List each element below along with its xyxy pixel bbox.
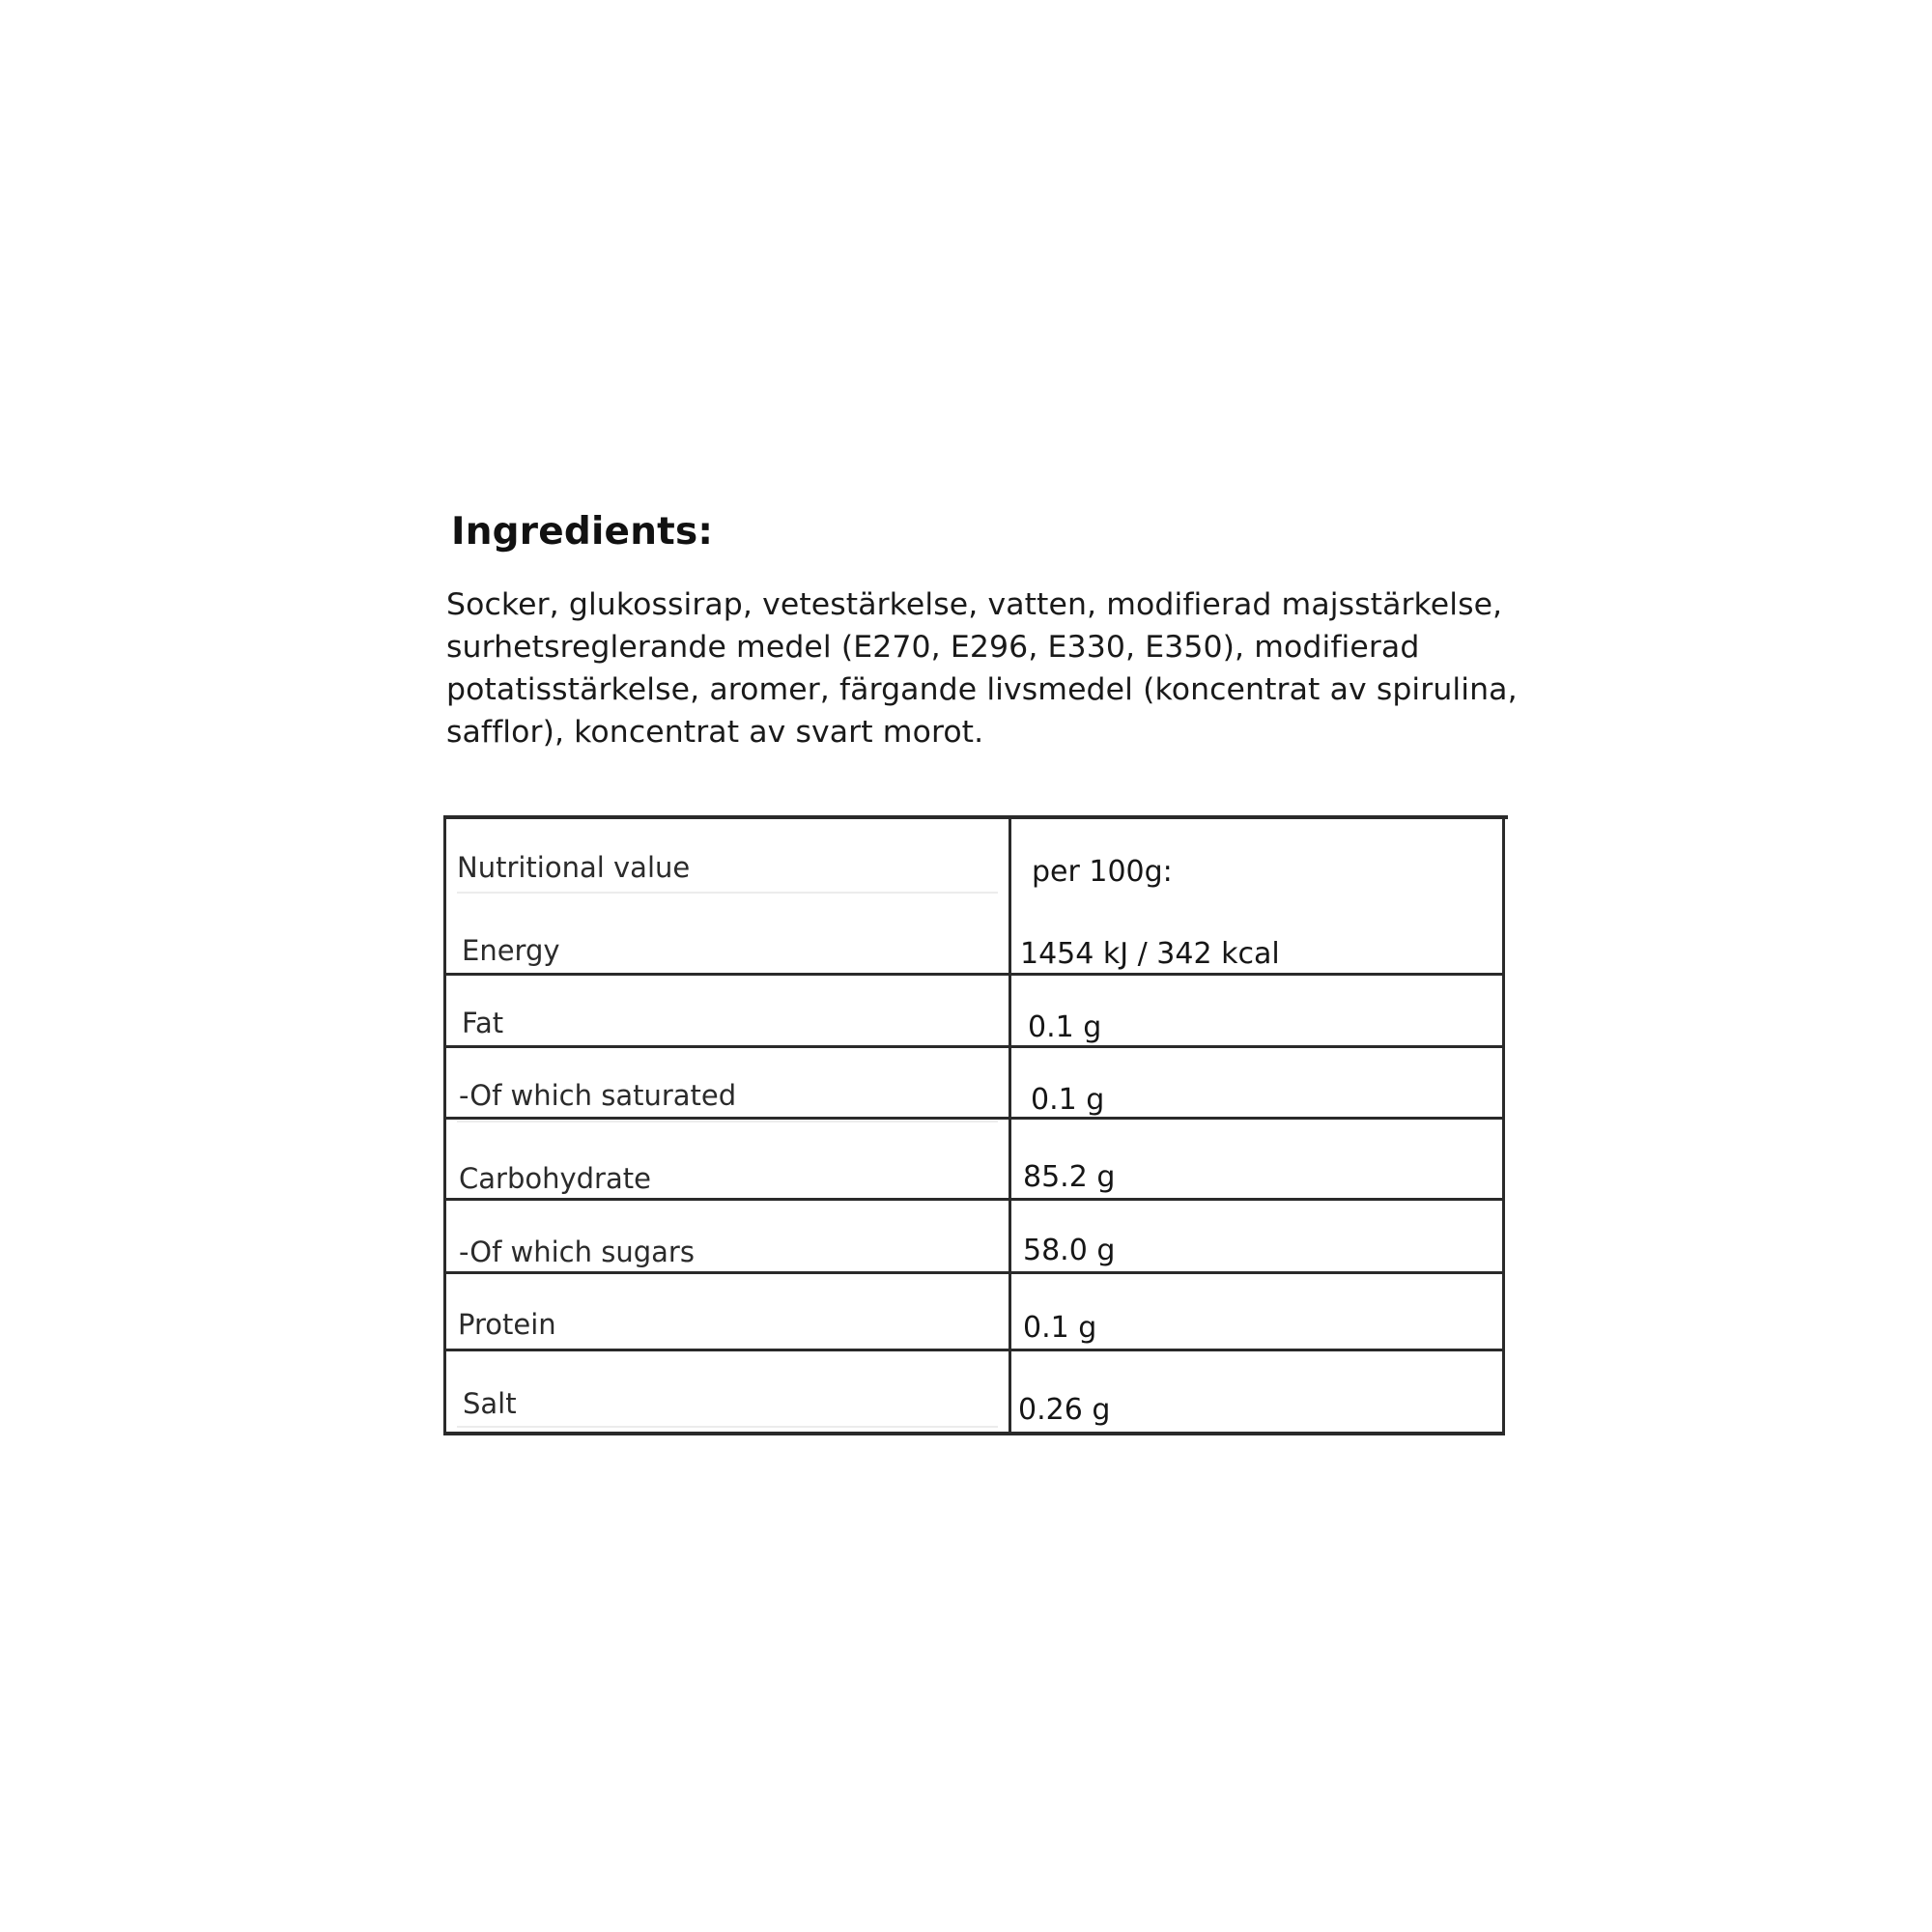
table-divider [443,973,1505,976]
faint-underline [457,1121,998,1122]
ingredients-line: surhetsreglerande medel (E270, E296, E330, E350), modifierad [446,630,1420,665]
nutrition-label-saturated: -Of which saturated [459,1079,737,1112]
table-divider [443,1045,1505,1048]
nutrition-label-fat: Fat [462,1007,504,1039]
nutrition-value-salt: 0.26 g [1018,1393,1111,1427]
nutrition-table [443,815,1505,1435]
faint-underline [457,1426,998,1428]
table-divider [443,1198,1505,1201]
nutrition-label-salt: Salt [463,1387,517,1420]
faint-underline [457,892,998,894]
ingredients-line: potatisstärkelse, aromer, färgande livsmedel (koncentrat av spirulina, [446,672,1518,707]
nutrition-label-protein: Protein [458,1308,556,1341]
nutrition-header-value: per 100g: [1032,855,1173,889]
nutrition-label-carbohydrate: Carbohydrate [459,1162,651,1195]
table-border-top [443,815,1508,819]
table-divider [443,1117,1505,1120]
table-border-right [1502,815,1505,1435]
nutrition-label-sugars: -Of which sugars [459,1236,695,1268]
nutrition-value-sugars: 58.0 g [1023,1234,1116,1267]
nutrition-label-energy: Energy [462,934,560,967]
nutrition-value-carbohydrate: 85.2 g [1023,1160,1116,1194]
ingredients-text [446,583,1518,753]
table-column-divider [1009,815,1011,1435]
table-divider [443,1349,1505,1351]
nutrition-header-label: Nutritional value [457,851,691,884]
nutrition-value-energy: 1454 kJ / 342 kcal [1020,937,1280,971]
nutrition-value-saturated: 0.1 g [1031,1083,1105,1117]
nutrition-value-protein: 0.1 g [1023,1311,1097,1345]
table-border-bottom [443,1432,1505,1435]
ingredients-line: safflor), koncentrat av svart morot. [446,715,984,750]
nutrition-value-fat: 0.1 g [1028,1010,1102,1044]
table-divider [443,1271,1505,1274]
ingredients-line: Socker, glukossirap, vetestärkelse, vatten, modifierad majsstärkelse, [446,587,1503,622]
ingredients-heading: Ingredients: [451,510,714,554]
table-border-left [443,815,446,1435]
